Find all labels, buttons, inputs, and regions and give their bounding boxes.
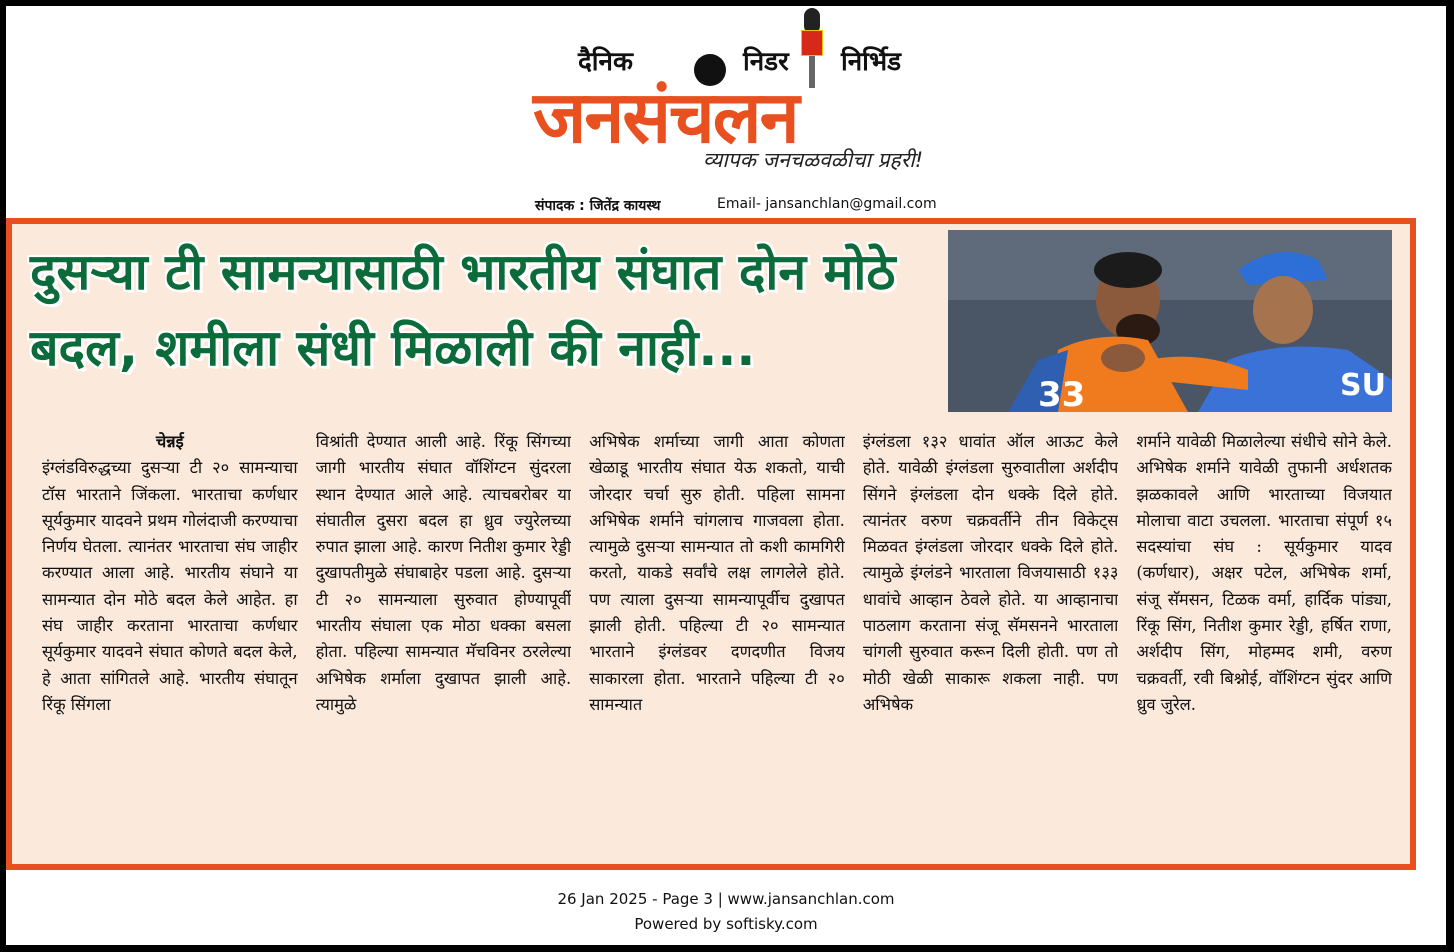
article-column-3 bbox=[589, 429, 845, 859]
microphone-logo bbox=[801, 8, 823, 86]
editor-name: संपादक : जितेंद्र कायस्थ bbox=[535, 198, 661, 214]
article-column-5 bbox=[1136, 429, 1392, 859]
footer-page-info[interactable]: 26 Jan 2025 - Page 3 | www.jansanchlan.com bbox=[557, 890, 895, 908]
right-player-head bbox=[1253, 276, 1313, 344]
masthead-nirbhid: निर्भिड bbox=[841, 47, 902, 77]
article-headline: दुसऱ्या टी सामन्यासाठी भारतीय संघात दोन मोठे बदल, शमीला संधी मिळाली की नाही... bbox=[30, 243, 896, 377]
cricket-players-image bbox=[948, 230, 1392, 412]
article-column-1 bbox=[42, 429, 298, 859]
masthead-nidar: निडर bbox=[743, 47, 789, 77]
right-jersey-text: SU bbox=[1340, 368, 1386, 403]
masthead-tagline: व्यापक जनचळवळीचा प्रहरी! bbox=[703, 148, 924, 172]
footer-powered-by[interactable]: Powered by softisky.com bbox=[634, 915, 818, 933]
article-frame bbox=[6, 218, 1416, 870]
article-dateline: चेन्नई bbox=[155, 432, 184, 451]
microphone-stick bbox=[809, 56, 815, 88]
hand bbox=[1101, 344, 1145, 372]
contact-email[interactable]: Email- jansanchlan@gmail.com bbox=[717, 196, 937, 212]
masthead-dainik: दैनिक bbox=[578, 47, 633, 77]
left-player-hair bbox=[1094, 252, 1162, 288]
article-columns bbox=[42, 429, 1392, 859]
epaper-page bbox=[6, 6, 1446, 945]
article-column-4 bbox=[863, 429, 1119, 859]
left-jersey-number: 33 bbox=[1038, 375, 1086, 412]
column-text: इंग्लंडविरुद्धच्या दुसऱ्या टी २० सामन्याचा टॉस भारताने जिंकला. भारताचा कर्णधार सूर्यकुमार यादवने प्रथम गोलंदाजी करण्याचा निर्णय घेतला. त्यानंतर भारताचा संघ जाहीर करण्यात आला आहे. भारतीय संघाने या सामन्यात दोन मोठे बदल केले आहेत. हा संघ जाहीर करताना भारताचा कर्णधार सूर्यकुमार यादवने संघात कोणते बदल केले, हे आता सांगितले आहे. भारतीय संघातून रिंकू सिंगला bbox=[42, 458, 298, 714]
column-text: विश्रांती देण्यात आली आहे. रिंकू सिंगच्या जागी भारतीय संघात वॉशिंग्टन सुंदरला स्थान देण्यात आले आहे. त्याचबरोबर या संघातील दुसरा बदल हा ध्रुव ज्युरेलच्या रुपात झाला आहे. कारण नितीश कुमार रेड्डी दुखापतीमुळे संघाबाहेर पडला आहे. दुसऱ्या टी २० सामन्याला सुरुवात होण्यापूर्वी भारतीय संघाला एक मोठा धक्का बसला होता. पहिल्या सामन्यात मॅचविनर ठरलेल्या अभिषेक शर्माला दुखापत झाली आहे. त्यामुळे bbox=[315, 432, 572, 714]
column-text: इंग्लंडला १३२ धावांत ऑल आऊट केले होते. यावेळी इंग्लंडला सुरुवातीला अर्शदीप सिंगने इंग्लंडला दोन धक्के दिले होते. त्यानंतर वरुण चक्रवर्तीने तीन विकेट्स मिळवत इंग्लंडला जोरदार धक्के दिले होते. त्यामुळे इंग्लंडने भारताला विजयासाठी १३३ धावांचे आव्हान ठेवले होते. या आव्हानाचा पाठलाग करताना संजू सॅमसनने भारताला चांगली सुरुवात करून दिली होती. पण तो मोठी खेळी साकारू शकला नाही. पण अभिषेक bbox=[862, 432, 1119, 714]
masthead bbox=[531, 6, 941, 231]
city-logo-badge bbox=[801, 30, 823, 56]
column-text: अभिषेक शर्माच्या जागी आता कोणता खेळाडू भारतीय संघात येऊ शकतो, याची जोरदार चर्चा सुरु होती. पहिला सामना अभिषेक शर्माने चांगलाच गाजवला होता. त्यामुळे दुसऱ्या सामन्यात तो कशी कामगिरी करतो, याकडे सर्वांचे लक्ष लागलेले होते. पण त्याला दुसऱ्या सामन्यापूर्वीच दुखापत झाली होती. पहिल्या टी २० सामन्यात भारताने इंग्लंडवर दणदणीत विजय साकारला होता. भारताने पहिल्या टी २० सामन्यात bbox=[589, 432, 845, 714]
newspaper-title: जनसंचलन bbox=[533, 75, 798, 159]
article-column-2 bbox=[316, 429, 572, 859]
column-text: शर्माने यावेळी मिळालेल्या संधीचे सोने केले. अभिषेक शर्माने यावेळी तुफानी अर्धशतक झळकावले आणि भारताच्या विजयात मोलाचा वाटा उचलला. भारताचा संपूर्ण १५ सदस्यांचा संघ : सूर्यकुमार यादव (कर्णधार), अक्षर पटेल, अभिषेक शर्मा, संजू सॅमसन, टिळक वर्मा, हार्दिक पांड्या, रिंकू सिंग, नितीश कुमार रेड्डी, हर्षित राणा, अर्शदीप सिंग, मोहम्मद शमी, वरुण चक्रवर्ती, रवी बिश्नोई, वॉशिंग्टन सुंदर आणि ध्रुव जुरेल. bbox=[1136, 432, 1392, 714]
article-photo bbox=[948, 230, 1392, 412]
